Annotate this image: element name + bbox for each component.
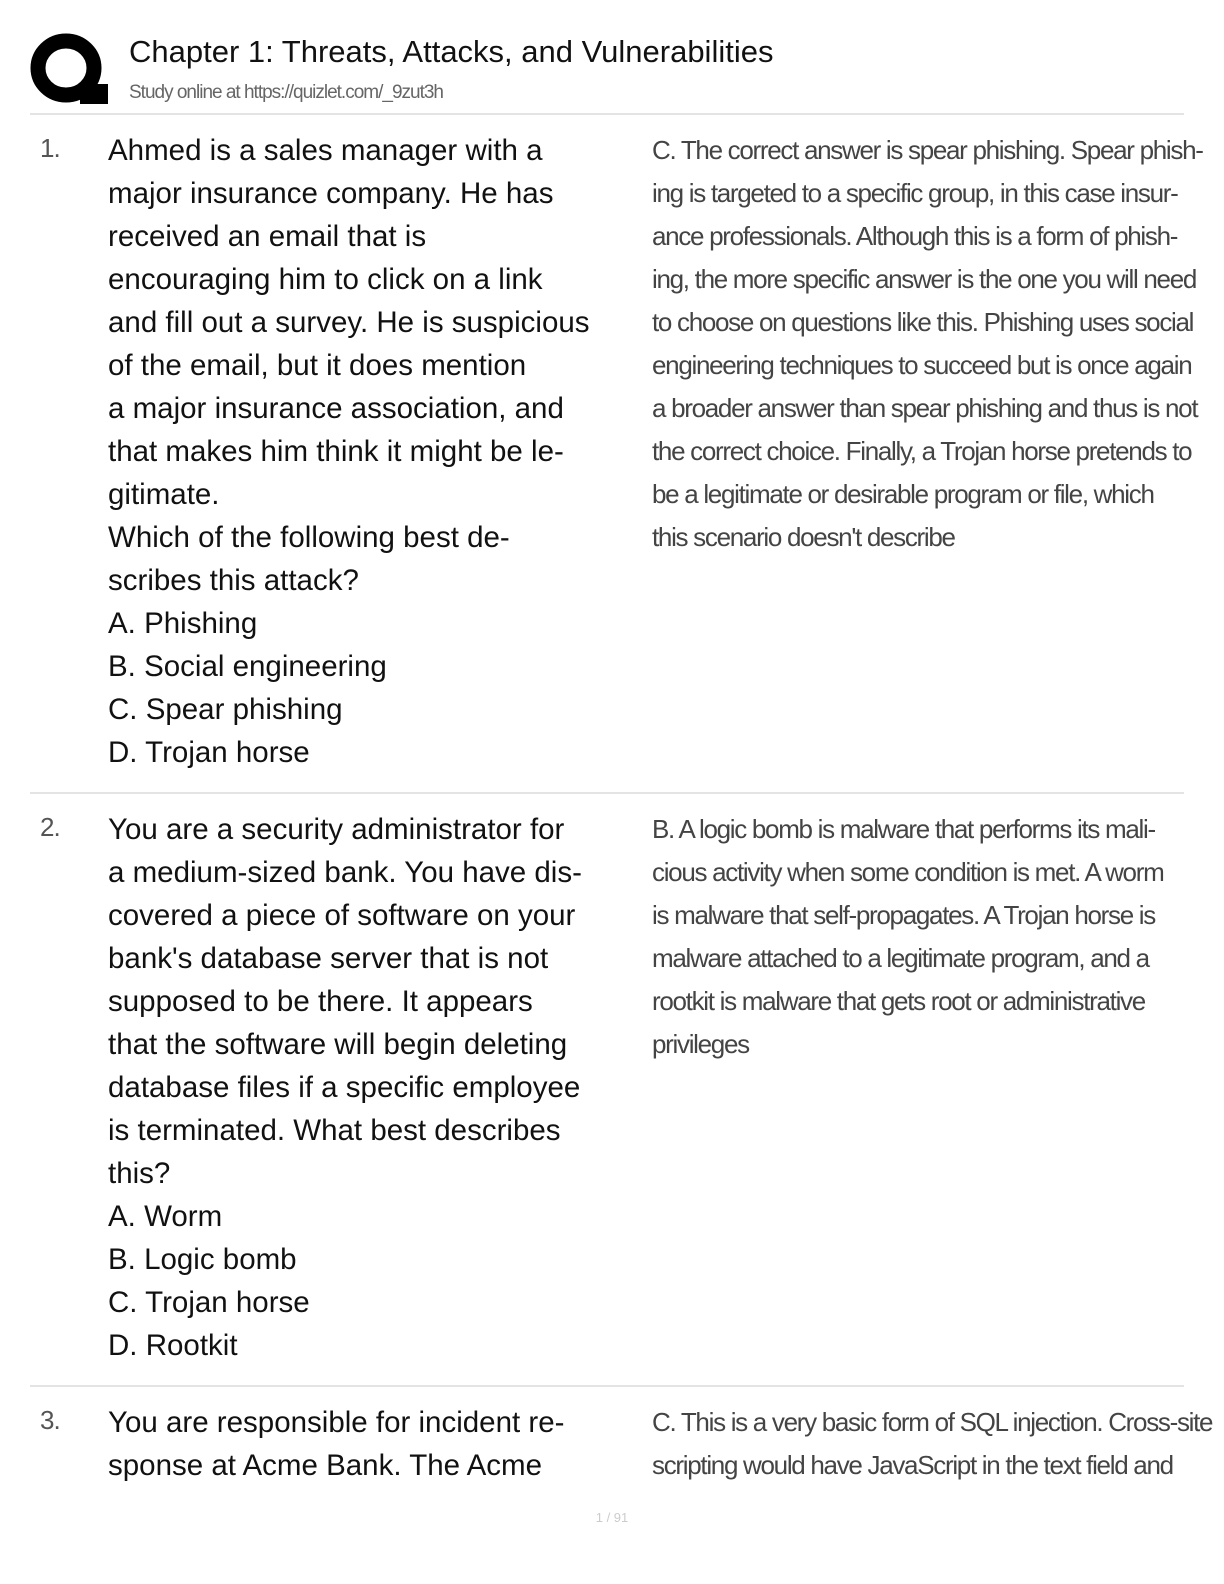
answer-line: B. A logic bomb is malware that performs its mali- xyxy=(652,814,1155,844)
answer-line: malware attached to a legitimate program, and a xyxy=(652,943,1149,973)
question-line: B. Social engineering xyxy=(108,650,387,683)
question-line: of the email, but it does mention xyxy=(108,349,527,382)
answer-line: scripting would have JavaScript in the text field and xyxy=(652,1450,1173,1480)
card-answer xyxy=(652,129,1203,559)
answer-line: ing, the more specific answer is the one you will need xyxy=(652,264,1197,294)
card-answer xyxy=(652,1401,1213,1487)
answer-line: rootkit is malware that gets root or administrative xyxy=(652,986,1145,1016)
question-line: that the software will begin deleting xyxy=(108,1028,568,1061)
question-line: this? xyxy=(108,1157,171,1190)
card-number: 3. xyxy=(40,1405,60,1435)
answer-line: engineering techniques to succeed but is once again xyxy=(652,350,1192,380)
page-number: 1 / 91 xyxy=(595,1510,629,1525)
study-online-link[interactable]: Study online at https://quizlet.com/_9zut3h xyxy=(129,82,443,103)
quizlet-logo xyxy=(30,32,108,106)
question-line: Ahmed is a sales manager with a xyxy=(108,134,543,167)
question-line: received an email that is xyxy=(108,220,427,253)
question-line: bank's database server that is not xyxy=(108,942,549,975)
question-line: D. Rootkit xyxy=(108,1329,238,1362)
card-number: 1. xyxy=(40,133,60,163)
question-line: scribes this attack? xyxy=(108,564,359,597)
question-line: and fill out a survey. He is suspicious xyxy=(108,306,590,339)
answer-line: the correct choice. Finally, a Trojan horse pretends to xyxy=(652,436,1192,466)
answer-line: be a legitimate or desirable program or file, which xyxy=(652,479,1154,509)
question-line: Which of the following best de- xyxy=(108,521,510,554)
question-line: D. Trojan horse xyxy=(108,736,310,769)
question-line: encouraging him to click on a link xyxy=(108,263,543,296)
card-question xyxy=(108,808,648,1367)
question-line: major insurance company. He has xyxy=(108,177,554,210)
question-line: that makes him think it might be le- xyxy=(108,435,564,468)
card-question xyxy=(108,129,648,774)
question-line: You are a security administrator for xyxy=(108,813,565,846)
question-line: C. Spear phishing xyxy=(108,693,343,726)
question-line: C. Trojan horse xyxy=(108,1286,310,1319)
answer-line: C. The correct answer is spear phishing. Spear phish- xyxy=(652,135,1203,165)
card-divider xyxy=(30,792,1184,794)
card-number: 2. xyxy=(40,812,60,842)
card-answer xyxy=(652,808,1172,1066)
question-line: sponse at Acme Bank. The Acme xyxy=(108,1449,543,1482)
answer-line: cious activity when some condition is met. A worm xyxy=(652,857,1164,887)
question-line: a major insurance association, and xyxy=(108,392,564,425)
question-line: database files if a specific employee xyxy=(108,1071,581,1104)
answer-line: C. This is a very basic form of SQL injection. Cross-site xyxy=(652,1407,1213,1437)
question-line: You are responsible for incident re- xyxy=(108,1406,565,1439)
answer-line: a broader answer than spear phishing and thus is not xyxy=(652,393,1198,423)
card-question xyxy=(108,1401,648,1487)
question-line: supposed to be there. It appears xyxy=(108,985,533,1018)
answer-line: to choose on questions like this. Phishing uses social xyxy=(652,307,1194,337)
question-line: A. Phishing xyxy=(108,607,258,640)
answer-line: privileges xyxy=(652,1029,749,1059)
question-line: B. Logic bomb xyxy=(108,1243,297,1276)
answer-line: this scenario doesn't describe xyxy=(652,522,955,552)
question-line: is terminated. What best describes xyxy=(108,1114,561,1147)
question-line: a medium-sized bank. You have dis- xyxy=(108,856,582,889)
document-title: Chapter 1: Threats, Attacks, and Vulnerabilities xyxy=(129,34,774,69)
question-line: gitimate. xyxy=(108,478,220,511)
answer-line: ance professionals. Although this is a form of phish- xyxy=(652,221,1178,251)
card-divider xyxy=(30,1385,1184,1387)
header-divider xyxy=(30,113,1184,115)
question-line: covered a piece of software on your xyxy=(108,899,576,932)
question-line: A. Worm xyxy=(108,1200,223,1233)
answer-line: ing is targeted to a specific group, in this case insur- xyxy=(652,178,1178,208)
answer-line: is malware that self-propagates. A Trojan horse is xyxy=(652,900,1155,930)
